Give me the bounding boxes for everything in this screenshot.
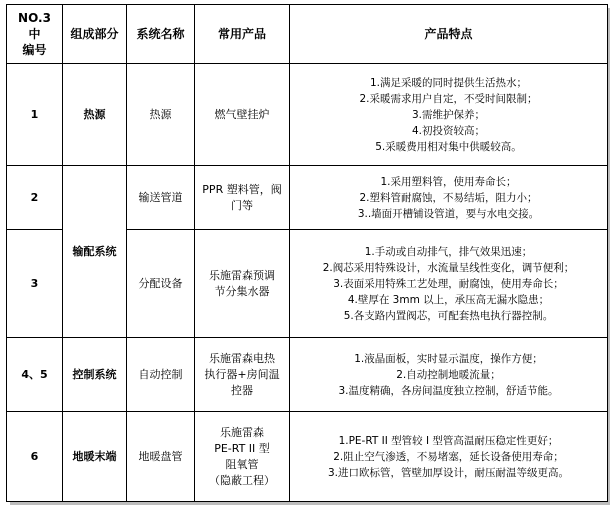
row-part: 输配系统 [63,166,127,338]
table-row [7,64,608,166]
row-no: 1 [7,64,63,166]
product-line: 燃气壁挂炉 [214,107,270,121]
feature-item: 2.采暖需求用户自定，不受时间限制； [359,92,538,105]
row-product [195,338,290,412]
feature-item: 2.自动控制地暖流量； [396,368,501,381]
heating-system-table [6,4,608,502]
feature-item: 1.液晶面板，实时显示温度，操作方便； [354,352,543,365]
row-part: 热源 [63,64,127,166]
feature-item: 3.进口欧标管，管壁加厚设计，耐压耐温等级更高。 [327,466,570,479]
feature-item: 5.采暖费用相对集中供暖较高。 [375,140,522,153]
header-system: 系统名称 [127,5,195,64]
row-features [290,166,608,230]
row-features [290,64,608,166]
table-row [7,338,608,412]
feature-item: 4.初投资较高； [411,124,486,137]
feature-item: 1.手动或自动排气，排气效果迅速； [364,245,533,258]
row-features [290,338,608,412]
row-part: 地暖末端 [63,412,127,502]
product-line: 门等 [231,198,253,212]
product-line: 控器 [231,383,253,397]
row-system: 输送管道 [127,166,195,230]
product-line: 执行器+房间温 [204,367,280,381]
feature-item: 3.需维护保养； [411,108,486,121]
product-line: （隐蔽工程） [209,473,275,487]
product-line: 乐施雷森预调 [209,268,275,282]
feature-item: 2.阀芯采用特殊设计，水流量呈线性变化，调节便利； [322,261,575,274]
row-no: 4、5 [7,338,63,412]
product-line: 乐施雷森电热 [209,351,275,365]
feature-item: 1.PE-RT II 型管较 I 型管高温耐压稳定性更好； [338,434,559,447]
feature-item: 2.阻止空气渗透，不易堵塞，延长设备使用寿命； [333,450,564,463]
feature-item: 3.温度精确，各房间温度独立控制，舒适节能。 [338,384,559,397]
feature-item: 1.采用塑料管，使用寿命长； [380,175,517,188]
table-row [7,166,608,230]
row-system: 分配设备 [127,230,195,338]
row-no: 2 [7,166,63,230]
header-no-line1: NO.3 中 [18,11,51,41]
row-system: 地暖盘管 [127,412,195,502]
row-system: 热源 [127,64,195,166]
product-line: 节分集水器 [214,284,270,298]
row-part: 控制系统 [63,338,127,412]
row-no: 3 [7,230,63,338]
product-line: 乐施雷森 [220,425,264,439]
header-no-line2: 编号 [22,43,47,57]
header-product: 常用产品 [195,5,290,64]
header-part: 组成部分 [63,5,127,64]
header-features: 产品特点 [290,5,608,64]
feature-item: 5.各支路内置阀芯，可配套热电执行器控制。 [343,309,554,322]
feature-item: 3.表面采用特殊工艺处理，耐腐蚀，使用寿命长； [333,277,564,290]
row-no: 6 [7,412,63,502]
table-row [7,412,608,502]
header-row [7,5,608,64]
row-product [195,412,290,502]
row-features [290,230,608,338]
feature-item: 3..墙面开槽铺设管道，要与水电交接。 [357,207,540,220]
feature-item: 4.壁厚在 3mm 以上，承压高无漏水隐患； [347,293,550,306]
product-line: PE-RT II 型 [214,441,270,455]
row-features [290,412,608,502]
row-product [195,166,290,230]
header-no [7,5,63,64]
feature-item: 2.塑料管耐腐蚀，不易结垢，阻力小； [359,191,538,204]
product-line: PPR 塑料管，阀 [202,182,282,196]
row-system: 自动控制 [127,338,195,412]
table-shadow-bottom [10,502,610,505]
feature-item: 1.满足采暖的同时提供生活热水； [369,76,528,89]
row-product [195,230,290,338]
product-line: 阻氧管 [225,457,259,471]
row-product [195,64,290,166]
